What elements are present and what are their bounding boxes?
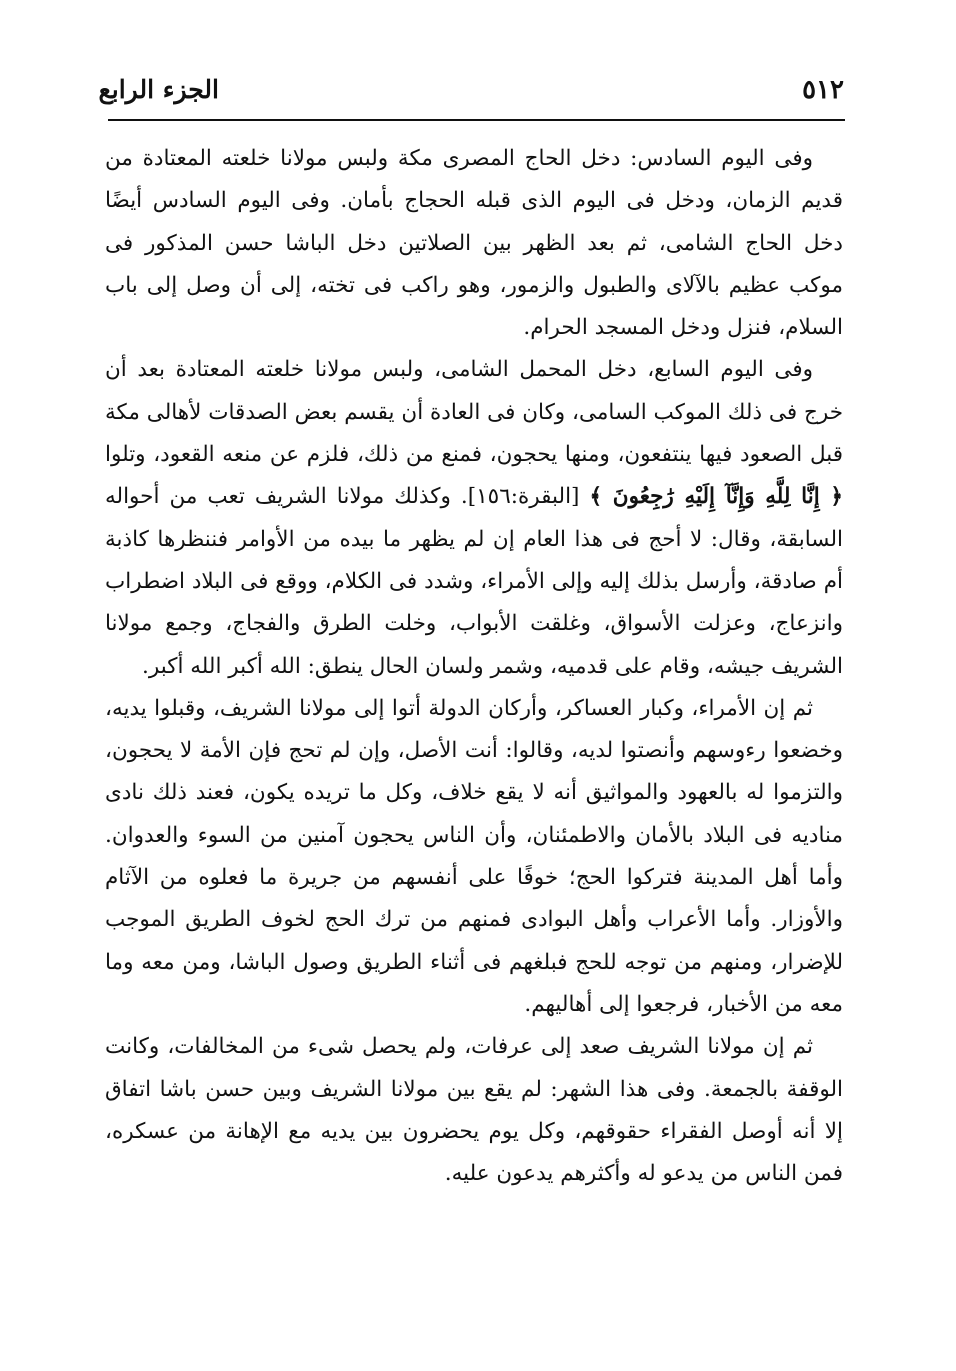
paragraph-4: ثم إن مولانا الشريف صعد إلى عرفات، ولم يحصل شىء من المخالفات، وكانت الوقفة بالجمعة. وفى هذا الشهر: لم يقع بين مولانا الشريف وبين حسن باشا اتفاق إلا أنه أوصل الفقراء حقوقهم، وكل يوم يحضرون بين يديه مع الإهانة من عسكره، فمن الناس من يدعو له وأكثرهم يدعون عليه.: [105, 1034, 843, 1187]
page-number: ٥١٢: [802, 75, 844, 105]
running-header: [98, 70, 844, 118]
running-title: الجزء الرابع: [98, 75, 219, 104]
paragraph-2: [105, 349, 843, 687]
quran-verse: ﴿ إِنَّا لِلَّهِ وَإِنَّآ إِلَيْهِ رَٰجِعُونَ ﴾: [589, 484, 843, 510]
paragraph-3: ثم إن الأمراء، وكبار العساكر، وأركان الدولة أتوا إلى مولانا الشريف، وقبلوا يديه، وخضعوا رءوسهم وأنصتوا لديه، وقالوا: أنت الأصل، وإن لم تحج فإن الأمة لا يحجون، والتزموا له بالعهود والمواثيق أنه لا يقع خلاف، وكل ما تريده يكون، فعند ذلك نادى مناديه فى البلاد بالأمان والاطمئنان، وأن الناس يحجون آمنين من السوء والعدوان. وأما أهل المدينة فتركوا الحج؛ خوفًا على أنفسهم من جريرة ما فعلوه من الآثام والأوزار. وأما الأعراب وأهل البوادى فمنهم من ترك الحج لخوف الطريق الموجب للإضرار، ومنهم من توجه للحج فبلغهم فى أثناء الطريق وصول الباشا، ومن معه وما معه من الأخبار، فرجعوا إلى أهاليهم.: [105, 695, 843, 1017]
paragraph-2-text-before-verse: وفى اليوم السابع، دخل المحمل الشامى، ولبس مولانا خلعته المعتادة بعد أن خرج فى ذلك الموكب السامى، وكان فى العادة أن يقسم بعض الصدقات لأهالى مكة قبل الصعود فيها ينتفعون، ومنها يحجون، فمنع من ذلك، فلزم عن منعه القعود، وتلوا: [105, 357, 843, 468]
main-text: [105, 138, 843, 1195]
paragraph-1: وفى اليوم السادس: دخل الحاج المصرى مكة ولبس مولانا خلعته المعتادة من قديم الزمان، ودخل فى اليوم الذى قبله الحجاج بأمان. وفى اليوم السادس أيضًا دخل الحاج الشامى، ثم بعد الظهر بين الصلاتين دخل الباشا حسن المذكور فى موكب عظيم بالآلاى والطبول والزمور، وهو راكب فى تخته، إلى أن وصل إلى باب السلام، فنزل ودخل المسجد الحرام.: [105, 146, 843, 341]
paragraph-2-text-after-verse: [البقرة:١٥٦]. وكذلك مولانا الشريف تعب من أحواله السابقة، وقال: لا أحج فى هذا العام إن لم يظهر ما بيده من الأوامر فننظرها كاذبة أم صادقة، وأرسل بذلك إليه وإلى الأمراء، وشدد فى الكلام، ووقع فى البلاد اضطراب وانزعاج، وعزلت الأسواق، وغلقت الأبواب، وخلت الطرق والفجاج، وجمع مولانا الشريف جيشه، وقام على قدميه، وشمر ولسان الحال ينطق: الله أكبر الله أكبر.: [105, 484, 843, 679]
header-divider: [108, 119, 845, 121]
